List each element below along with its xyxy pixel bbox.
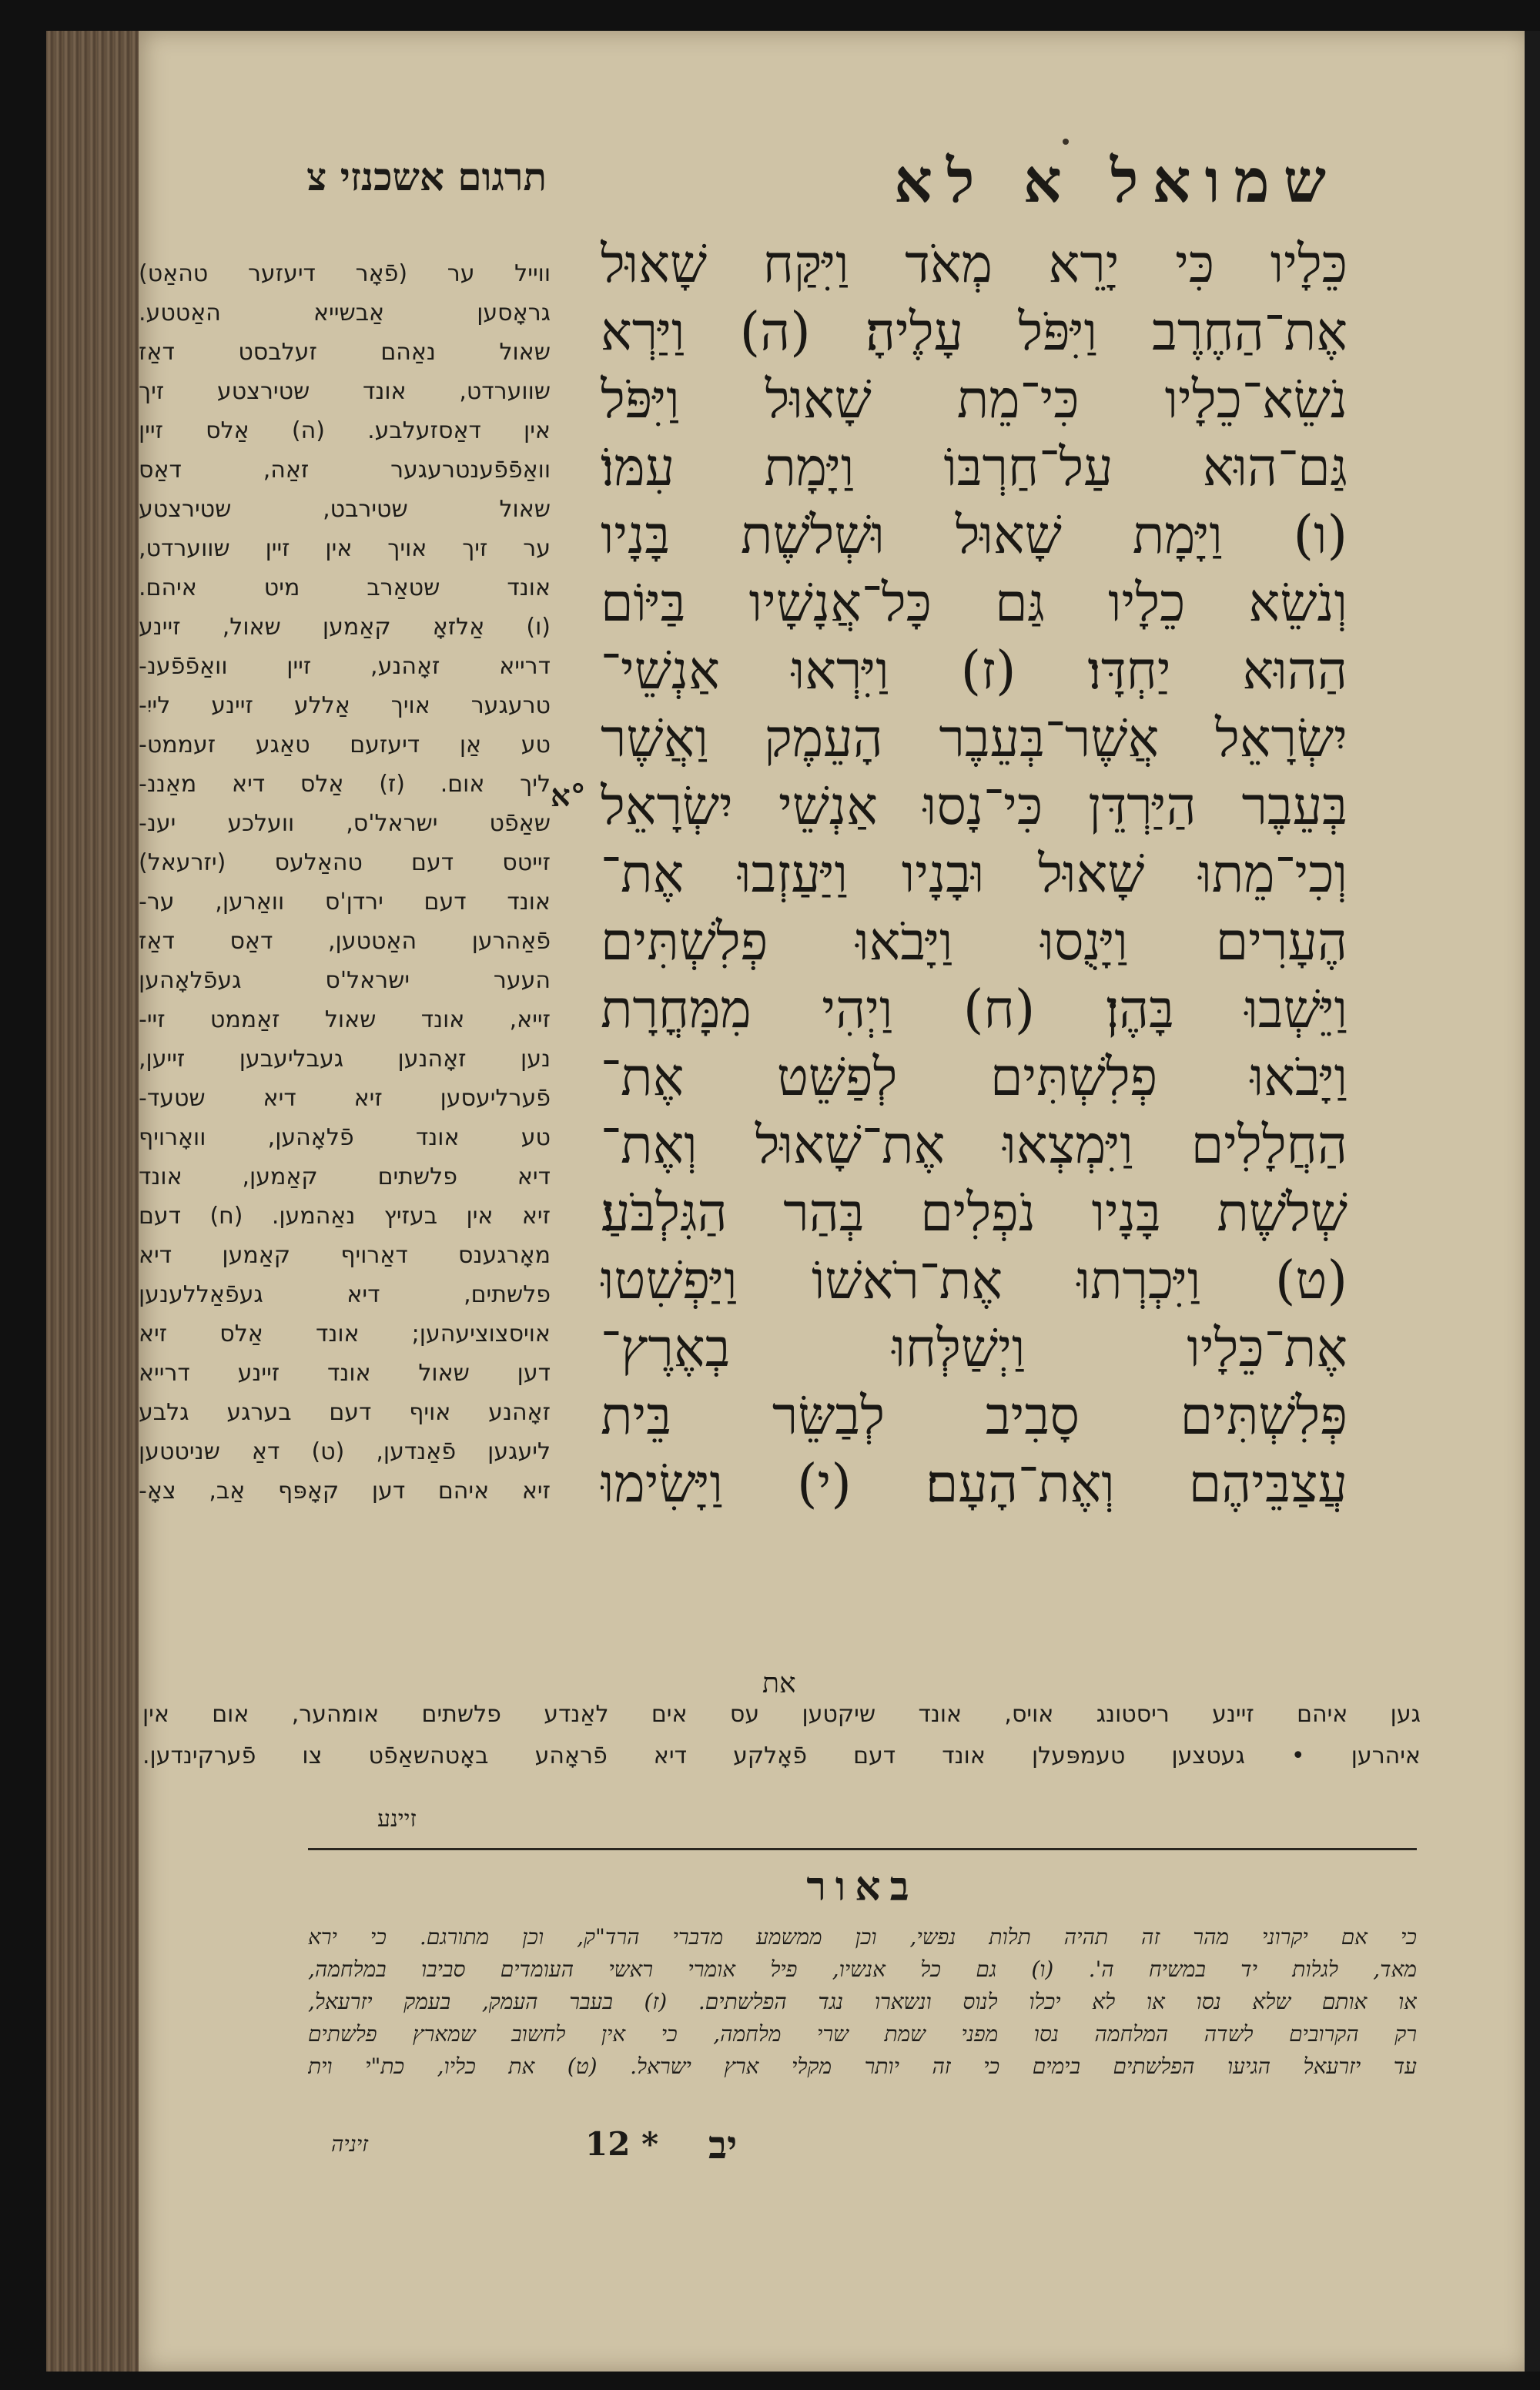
commentary-line: עד יזרעאל הגיעו הפלשתים בימים כי זה יותר מקלי ארץ ישראל. (ט) את כליו, כת"י וית [308, 2054, 1417, 2079]
translation-line: פֿערליעסען זיא דיא שטעד- [139, 1085, 551, 1112]
text-line: גַּם־הוּא עַל־חַרְבּוֹ וַיָּמָת עִמּוֹ׃ [601, 437, 1348, 498]
text-line: שְׁלֹשֶׁת בָּנָיו נֹפְלִים בְּהַר הַגִּלְבֹּעַ׃ [601, 1183, 1348, 1244]
text-line: כֵּלָיו כִּי יָרֵא מְאֹד וַיִּקַּח שָׁאוּל [601, 234, 1348, 295]
translation-line: אויסצוציעהען; אונד אַלס זיא [139, 1321, 551, 1347]
commentary-line: מאד, לגלות יד במשיח ה'. (ו) גם כל אנשיו, פיל אומרי ראשי העומדים סביבו במלחמה, [308, 1957, 1417, 1982]
translation-line: (ו) אַלזאָ קאַמען שאול, זיינע [139, 614, 551, 641]
page-footer [308, 2122, 1417, 2171]
translation-line: טע אַן דיעזעם טאַגע זעממט- [139, 731, 551, 758]
translation-line: זיא אין בעזיץ נאַהמען. (ח) דעם [139, 1203, 551, 1230]
translation-line: נען זאָהנען געבליעבען זייען, [139, 1046, 551, 1073]
translation-line: זאָהנע אויף דעם בערגע גלבע [139, 1399, 551, 1426]
paper-speck [1063, 139, 1069, 145]
translation-line: מאָרגענס דאַרויף קאַמען דיא [139, 1242, 551, 1269]
translation-line: ליך אום. (ז) אַלס דיא מאַננ- [139, 771, 551, 798]
translation-line: ליעגען פֿאַנדען, (ט) דאַ שניטטען [139, 1438, 551, 1465]
book-page-edges [46, 31, 154, 2372]
translation-line: אונד שטאַרב מיט איהם. [139, 574, 551, 601]
translation-line: שאַפֿט ישראל'ס, וועלכע יענ- [139, 810, 551, 837]
text-line: אֶת־הַחֶרֶב וַיִּפֹּל עָלֶיהָ׃ (ה) וַיַּרְא [601, 302, 1348, 363]
text-line: (ט) וַיִּכְרְתוּ אֶת־רֹאשׁוֹ וַיַּפְשִׁטוּ [601, 1250, 1348, 1311]
text-line: פְּלִשְׁתִּים סָבִיב לְבַשֵּׂר בֵּית [601, 1386, 1348, 1447]
running-header-translation: תרגום אשכנזי צ [306, 154, 547, 199]
running-header-main: שמואל א לא [894, 146, 1340, 216]
footer-catchword: זיניה [331, 2131, 369, 2157]
commentary-line: או אותם שלא נסו או לא יכלו לנוס ונשארו נגד הפלשתים. (ז) בעבר העמק, בעמק יזרעאל, [308, 1989, 1417, 2014]
translation-line: זייא, אונד שאול זאַממט זיי- [139, 1006, 551, 1033]
section-divider [308, 1848, 1417, 1850]
commentary-block [308, 1921, 1417, 2083]
translation-line: פֿאַהרען האַטטען, דאַס דאַז [139, 928, 551, 955]
translation-line: טע אונד פֿלאָהען, וואָרויף [139, 1124, 551, 1151]
text-line: וְכִי־מֵתוּ שָׁאוּל וּבָנָיו וַיַּעַזְבוּ אֶת־ [601, 844, 1348, 905]
translation-continuation [142, 1694, 1421, 1777]
continuation-line: גען איהם זיינע ריסטונג אויס, אונד שיקטען עס אים לאַנדע פלשתים אומהער, אום אין [142, 1701, 1421, 1728]
text-line: אֶת־כֵּלָיו וַיְשַׁלְּחוּ בְאֶרֶץ־ [601, 1318, 1348, 1379]
binding-gutter [1525, 31, 1540, 2372]
margin-note: א° [551, 778, 586, 814]
text-line: יִשְׂרָאֵל אֲשֶׁר־בְּעֵבֶר הָעֵמֶק וַאֲשֶׁר [601, 708, 1348, 769]
translation-line: זייטס דעם טהאַלעס (יזרעאל) [139, 849, 551, 876]
translation-line: דיא פלשתים קאַמען, אונד [139, 1163, 551, 1190]
text-line: (ו) וַיָּמָת שָׁאוּל וּשְׁלֹשֶׁת בָּנָיו [601, 505, 1348, 566]
translation-line: דען שאול אונד זיינע דרייא [139, 1360, 551, 1387]
translation-line: העער ישראל'ס געפֿלאָהען [139, 967, 551, 994]
text-line: בְּעֵבֶר הַיַּרְדֵּן כִּי־נָסוּ אַנְשֵׁי יִשְׂרָאֵל [601, 776, 1348, 837]
commentary-line: כי אם יקרוני מהר זה תהיה תלות נפשי, וכן ממשמע מדברי הרד"ק, וכן מתורגם. כי ירא [308, 1924, 1417, 1950]
catchword-translation: זיינע [377, 1806, 417, 1833]
translation-line: וואַפֿפֿענטרעגער זאַה, דאַס [139, 457, 551, 484]
text-line: הַהוּא יַחְדָּו׃ (ז) וַיִּרְאוּ אַנְשֵׁי־ [601, 641, 1348, 701]
hebrew-page-numeral: יב [708, 2122, 738, 2167]
text-line: עֲצַבֵּיהֶם וְאֶת־הָעָם׃ (י) וַיָּשִׂימוּ [601, 1454, 1348, 1515]
translation-line: שאול נאַהם זעלבסט דאַז [139, 339, 551, 366]
text-line: הַחֲלָלִים וַיִּמְצְאוּ אֶת־שָׁאוּל וְאֶת־ [601, 1115, 1348, 1176]
text-line: וַיָּבֹאוּ פְלִשְׁתִּים לְפַשֵּׁט אֶת־ [601, 1047, 1348, 1108]
translation-line: שאול שטירבט, שטירצטע [139, 496, 551, 523]
text-line: הֶעָרִים וַיָּנֻסוּ וַיָּבֹאוּ פְלִשְׁתִּים [601, 912, 1348, 972]
translation-line: אין דאַסזעלבע. (ה) אַלס זיין [139, 417, 551, 444]
translation-line: שווערדט, אונד שטירצטע זיך [139, 378, 551, 405]
translation-line: פלשתים, דיא געפֿאַללענען [139, 1281, 551, 1308]
commentary-title: באור [806, 1863, 919, 1910]
translation-line: ער זיך אויך אין זיין שווערדט, [139, 535, 551, 562]
signature-mark: 12 * [585, 2125, 659, 2163]
translation-line: גראָסען אַבשייא האַטטע. [139, 300, 551, 326]
text-line: וְנֹשֵׂא כֵלָיו גַּם כָּל־אֲנָשָׁיו בַּיּוֹם [601, 573, 1348, 634]
translation-line: דרייא זאָהנע, זיין וואַפֿפֿענ- [139, 653, 551, 680]
translation-line: אונד דעם ירדן'ס וואַרען, ער- [139, 889, 551, 915]
catchword-main: את [762, 1668, 796, 1699]
continuation-line: איהרען • געטצען טעמפּעלן אונד דעם פֿאָלקע דיא פֿראָהע באָטהשאַפֿט צו פֿערקינדען. [142, 1742, 1421, 1769]
translation-line: ווייל ער (פֿאָר דיעזער טהאַט) [139, 260, 551, 287]
commentary-line: רק הקרובים לשדה המלחמה נסו מפני שמת שרי מלחמה, כי אין לחשוב שמארץ פלשתים [308, 2021, 1417, 2047]
translation-line: זיא איהם דען קאָפּף אַב, צאָ- [139, 1478, 551, 1505]
hebrew-main-text [601, 231, 1348, 1518]
text-line: וַיֵּשְׁבוּ בָּהֶן׃ (ח) וַיְהִי מִמָּחֳרָת [601, 979, 1348, 1040]
translation-line: טרעגער אויך אַללע זיינע לייִ- [139, 692, 551, 719]
text-line: נֹשֵׂא־כֵלָיו כִּי־מֵת שָׁאוּל וַיִּפֹּל [601, 370, 1348, 430]
yiddish-translation-column [139, 254, 551, 1511]
